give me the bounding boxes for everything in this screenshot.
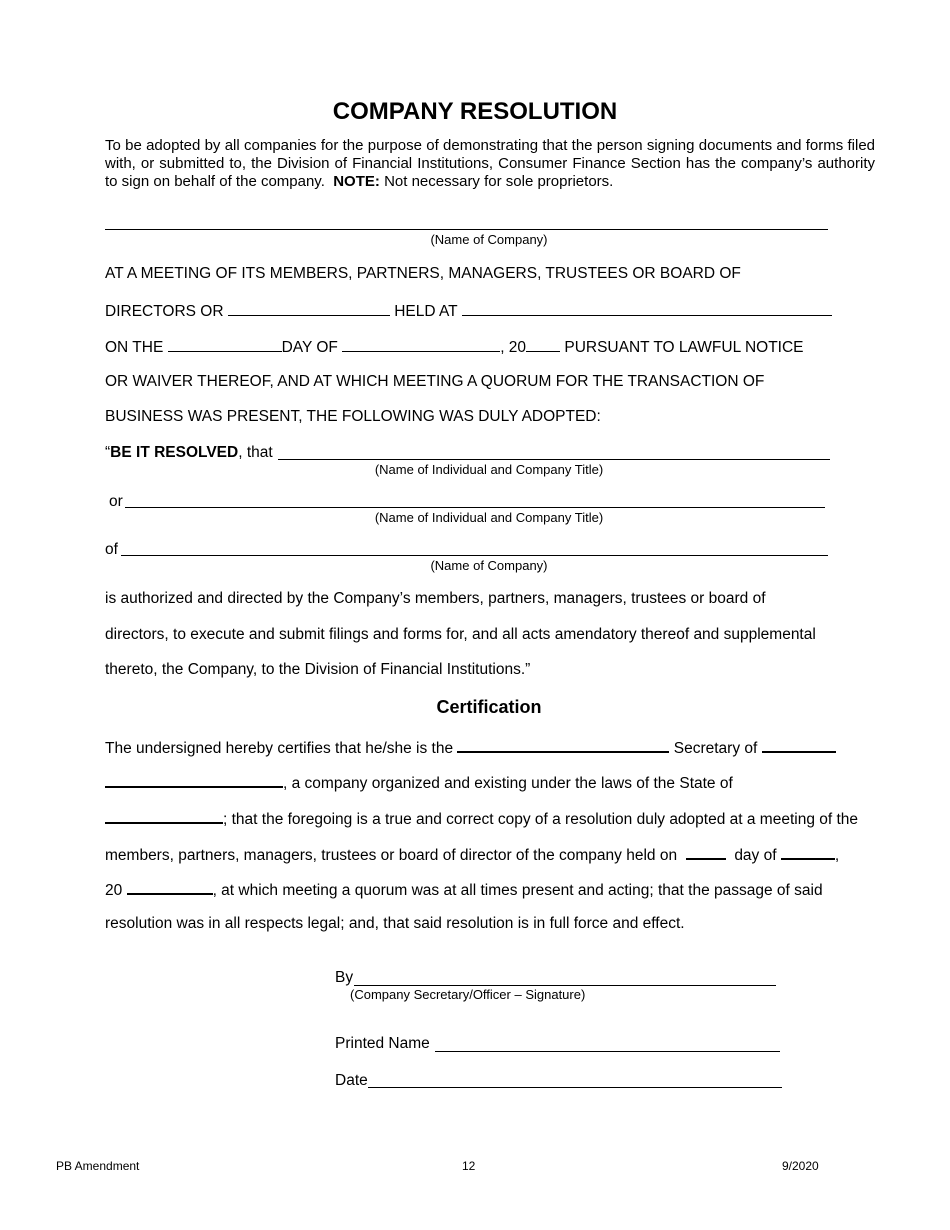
secretary-of-field[interactable] xyxy=(762,737,836,753)
cert-line-6: resolution was in all respects legal; and, that said resolution is in full force and effect. xyxy=(105,915,685,932)
note-text: Not necessary for sole proprietors. xyxy=(384,173,614,190)
signature-caption: (Company Secretary/Officer – Signature) xyxy=(350,987,586,1002)
held-at-text: HELD AT xyxy=(394,303,458,320)
organized-text: , a company organized and existing under the laws of the State of xyxy=(283,775,733,792)
by-label: By xyxy=(335,969,354,986)
resolution-line-3 xyxy=(105,337,804,357)
cert-day-field[interactable] xyxy=(686,844,726,860)
company-field[interactable] xyxy=(105,772,283,788)
cert-line-3 xyxy=(105,808,858,829)
footer-date: 9/2020 xyxy=(782,1159,819,1173)
company-name-caption-2: (Name of Company) xyxy=(430,558,548,573)
pursuant-text: PURSUANT TO LAWFUL NOTICE xyxy=(564,339,804,356)
cert-line-4 xyxy=(105,844,839,865)
secretary-of-text: Secretary of xyxy=(673,740,758,757)
or-label: or xyxy=(109,493,123,510)
date-field[interactable] xyxy=(368,1087,782,1088)
on-the-text: ON THE xyxy=(105,339,164,356)
company-name-field[interactable] xyxy=(105,229,828,230)
be-it-resolved-label: BE IT RESOLVED xyxy=(110,444,239,461)
cert-line-2 xyxy=(105,772,733,793)
year-field[interactable] xyxy=(526,337,560,352)
intro-paragraph xyxy=(105,137,875,191)
resolution-line-2 xyxy=(105,301,832,321)
company-name-caption: (Name of Company) xyxy=(430,232,548,247)
signature-field[interactable] xyxy=(354,985,776,986)
cert-year-prefix: 20 xyxy=(105,882,123,899)
year-prefix-text: , 20 xyxy=(500,339,527,356)
quorum-text: , at which meeting a quorum was at all times present and acting; that the passage of said xyxy=(212,882,823,899)
cert-day-of-text: day of xyxy=(734,847,777,864)
page-title: COMPANY RESOLUTION xyxy=(332,98,618,125)
body-line-2: directors, to execute and submit filings and forms for, and all acts amendatory thereof and supplemental xyxy=(105,626,816,643)
of-label: of xyxy=(105,541,118,558)
printed-name-label: Printed Name xyxy=(335,1035,430,1052)
month-field[interactable] xyxy=(342,337,500,352)
body-line-3: thereto, the Company, to the Division of Financial Institutions.” xyxy=(105,661,531,678)
cert-comma: , xyxy=(834,847,840,864)
footer-page-number: 12 xyxy=(462,1159,476,1173)
note-label: NOTE: xyxy=(333,173,380,190)
certification-title: Certification xyxy=(436,697,542,717)
cert-line-5 xyxy=(105,879,823,900)
resolution-line-5: BUSINESS WAS PRESENT, THE FOLLOWING WAS DULY ADOPTED: xyxy=(105,408,601,425)
meeting-body-field[interactable] xyxy=(228,301,390,316)
state-field[interactable] xyxy=(105,808,223,824)
intro-text: To be adopted by all companies for the purpose of demonstrating that the person signing documents and forms filed with, or submitted to, the Division of Financial Institutions, Consumer Finance Section has the company’s authority to sign on behalf of the company. xyxy=(105,137,875,190)
cert-month-field[interactable] xyxy=(781,844,835,860)
certifies-text: The undersigned hereby certifies that he/she is the xyxy=(105,740,454,757)
secretary-title-field[interactable] xyxy=(457,737,669,753)
open-quote: “ xyxy=(105,444,111,461)
members-text: members, partners, managers, trustees or board of director of the company held on xyxy=(105,847,678,864)
individual-name-field-1[interactable] xyxy=(278,459,830,460)
company-name-field-2[interactable] xyxy=(121,555,828,556)
resolution-line-1: AT A MEETING OF ITS MEMBERS, PARTNERS, MANAGERS, TRUSTEES OR BOARD OF xyxy=(105,265,741,282)
individual-name-field-2[interactable] xyxy=(125,507,825,508)
day-field[interactable] xyxy=(168,337,282,352)
date-label: Date xyxy=(335,1072,368,1089)
foregoing-text: ; that the foregoing is a true and correct copy of a resolution duly adopted at a meeting of the xyxy=(223,811,859,828)
held-at-field[interactable] xyxy=(462,301,832,316)
individual-caption-2: (Name of Individual and Company Title) xyxy=(374,510,604,525)
day-of-text: DAY OF xyxy=(281,339,338,356)
footer-left: PB Amendment xyxy=(56,1159,140,1173)
cert-year-field[interactable] xyxy=(127,879,213,895)
resolution-line-4: OR WAIVER THEREOF, AND AT WHICH MEETING A QUORUM FOR THE TRANSACTION OF xyxy=(105,373,765,390)
that-text: , that xyxy=(238,444,273,461)
body-line-1: is authorized and directed by the Company’s members, partners, managers, trustees or board of xyxy=(105,590,766,607)
cert-line-1 xyxy=(105,737,836,758)
individual-caption-1: (Name of Individual and Company Title) xyxy=(374,462,604,477)
be-it-resolved-row xyxy=(105,444,273,462)
printed-name-field[interactable] xyxy=(435,1051,780,1052)
directors-or-text: DIRECTORS OR xyxy=(105,303,224,320)
